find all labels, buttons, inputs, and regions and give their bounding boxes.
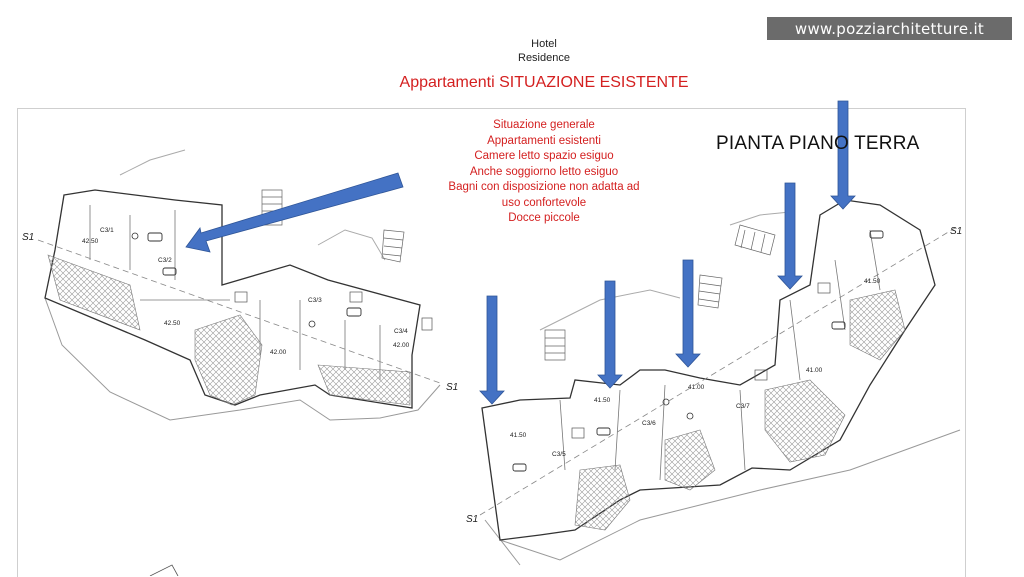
level-label: 42.50 [164, 320, 181, 327]
note-line: Appartamenti esistenti [487, 134, 601, 147]
room-label-c31: C3/1 [100, 227, 114, 234]
section-mark-s1-right-a: S1 [466, 514, 479, 525]
arrow-down-5 [480, 296, 504, 404]
level-label: 42.00 [393, 342, 410, 349]
level-label: 41.00 [688, 384, 705, 391]
room-label-c32: C3/2 [158, 257, 172, 264]
level-label: 42.00 [270, 349, 287, 356]
note-line: Camere letto spazio esiguo [474, 150, 614, 162]
note-line: Anche soggiorno letto esiguo [469, 165, 619, 178]
header-line-hotel: Hotel [531, 38, 557, 50]
level-label: 41.50 [594, 397, 611, 404]
note-line: Bagni con disposizione non adatta ad [448, 181, 640, 193]
room-label-c35: C3/5 [552, 451, 566, 458]
room-label-c34: C3/4 [394, 328, 408, 335]
room-label-c36: C3/6 [642, 420, 656, 427]
header-line-residence: Residence [518, 52, 570, 64]
page-title: Appartamenti SITUAZIONE ESISTENTE [399, 74, 689, 91]
section-mark-s1-right-b: S1 [950, 226, 963, 237]
note-line: uso confortevole [501, 196, 587, 209]
note-line: Situazione generale [493, 119, 595, 131]
arrow-diagonal-to-c32 [186, 173, 403, 252]
website-badge[interactable]: www.pozziarchitetture.it [767, 17, 1012, 40]
room-label-c33: C3/3 [308, 297, 322, 304]
arrow-down-2 [778, 183, 802, 289]
room-label-c37: C3/7 [736, 403, 750, 410]
right-building [482, 200, 963, 565]
level-label: 42.50 [82, 238, 99, 245]
level-label: 41.00 [806, 367, 823, 374]
note-line: Docce piccole [508, 212, 580, 224]
section-mark-s1-left-a: S1 [22, 232, 35, 243]
section-mark-s1-left-b: S1 [446, 382, 459, 393]
arrow-down-3 [676, 260, 700, 367]
plan-title: PIANTA PIANO TERRA [716, 133, 920, 154]
section-line-right [480, 228, 955, 515]
arrow-down-1 [831, 101, 855, 209]
level-label: 41.50 [510, 432, 527, 439]
notes-block [388, 118, 700, 227]
level-label: 41.50 [864, 278, 881, 285]
arrow-down-4 [598, 281, 622, 388]
partial-drawing-bottom [150, 565, 178, 576]
